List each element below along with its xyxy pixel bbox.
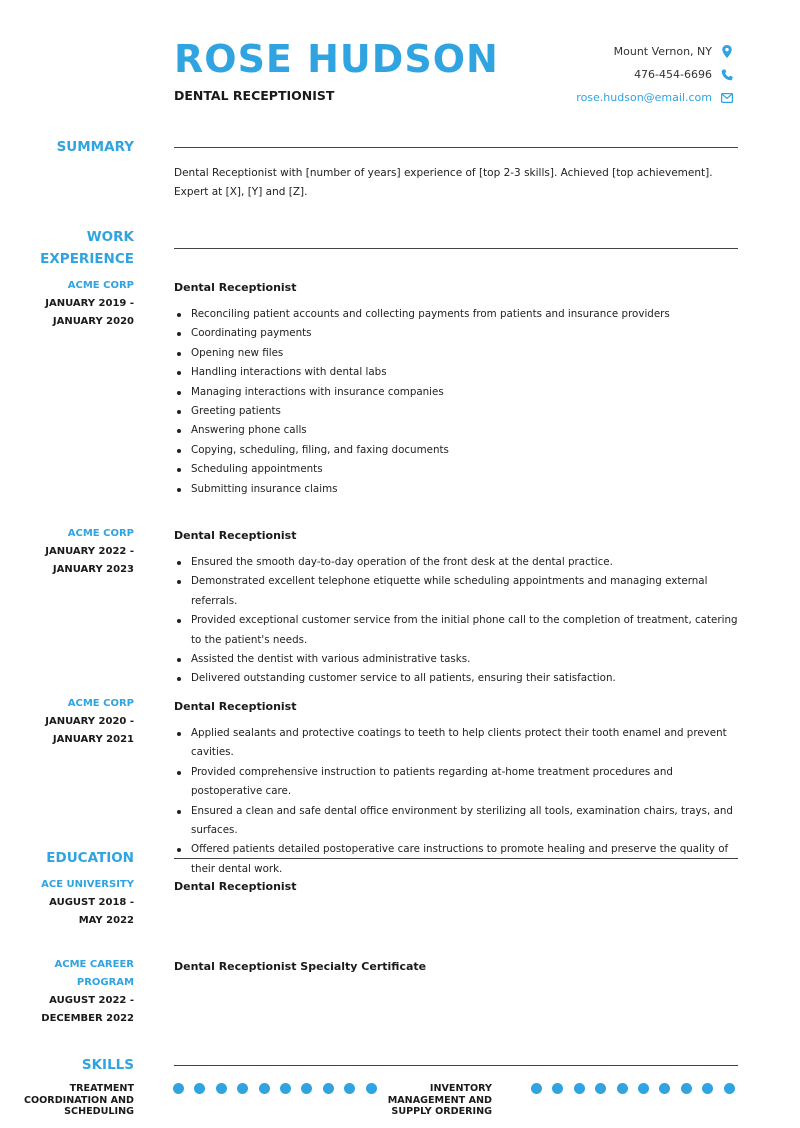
candidate-name: ROSE HUDSON	[174, 37, 499, 81]
work-heading-line1: WORK	[86, 229, 134, 245]
envelope-icon	[720, 93, 734, 103]
job-1-dates-end: JANUARY 2020	[52, 316, 134, 327]
location-text: Mount Vernon, NY	[613, 44, 712, 58]
skill-2-rating	[531, 1083, 735, 1094]
education-1	[174, 879, 744, 904]
education-2-degree: Dental Receptionist Specialty Certificate	[174, 960, 427, 973]
summary-divider	[174, 147, 738, 148]
education-2-dates-end: DECEMBER 2022	[41, 1013, 134, 1024]
job-1-meta	[14, 277, 134, 331]
education-2	[174, 959, 744, 984]
skill-1-label	[4, 1083, 134, 1118]
skill-rating-dot	[617, 1083, 628, 1094]
work-heading	[40, 226, 134, 270]
job-1-company: ACME CORP	[67, 280, 134, 291]
job-3-dates-start: JANUARY 2020 -	[45, 716, 134, 727]
skill-rating-dot	[173, 1083, 184, 1094]
skill-rating-dot	[659, 1083, 670, 1094]
job-2-meta	[14, 525, 134, 579]
job-3-dates-end: JANUARY 2021	[52, 734, 134, 745]
candidate-title: DENTAL RECEPTIONIST	[174, 88, 335, 103]
skill-rating-dot	[237, 1083, 248, 1094]
list-item: Greeting patients	[174, 402, 744, 421]
skill-rating-dot	[216, 1083, 227, 1094]
education-1-school: ACE UNIVERSITY	[41, 879, 134, 890]
job-3-company: ACME CORP	[67, 698, 134, 709]
education-1-degree: Dental Receptionist	[174, 880, 297, 893]
skill-rating-dot	[259, 1083, 270, 1094]
job-2-role: Dental Receptionist	[174, 529, 297, 542]
education-1-dates-end: MAY 2022	[78, 915, 134, 926]
skill-rating-dot	[638, 1083, 649, 1094]
job-2-company: ACME CORP	[67, 528, 134, 539]
map-pin-icon	[720, 45, 734, 58]
skill-rating-dot	[301, 1083, 312, 1094]
list-item: Opening new files	[174, 344, 744, 363]
education-2-meta	[14, 956, 134, 1028]
job-2-dates-end: JANUARY 2023	[52, 564, 134, 575]
skill-rating-dot	[702, 1083, 713, 1094]
skill-1-label-line2: COORDINATION AND	[23, 1094, 134, 1106]
summary-heading: SUMMARY	[56, 139, 134, 155]
list-item: Coordinating payments	[174, 324, 744, 343]
list-item: Scheduling appointments	[174, 460, 744, 479]
job-1-role: Dental Receptionist	[174, 281, 297, 294]
list-item: Submitting insurance claims	[174, 480, 744, 499]
skill-rating-dot	[280, 1083, 291, 1094]
list-item: Ensured a clean and safe dental office environment by sterilizing all tools, examination chairs, trays, and surfaces.	[174, 802, 744, 841]
education-1-dates-start: AUGUST 2018 -	[49, 897, 134, 908]
skill-2-label-line3: SUPPLY ORDERING	[391, 1106, 492, 1117]
job-2	[174, 528, 744, 689]
list-item: Reconciling patient accounts and collecting payments from patients and insurance providers	[174, 305, 744, 324]
skills-heading: SKILLS	[81, 1057, 134, 1073]
list-item: Delivered outstanding customer service to all patients, ensuring their satisfaction.	[174, 669, 744, 688]
skill-2-label	[362, 1083, 492, 1118]
summary-text: Dental Receptionist with [number of years] experience of [top 2-3 skills]. Achieved [top achievement]. Expert at [X], [Y] and [Z].	[174, 167, 713, 198]
work-heading-line2: EXPERIENCE	[40, 251, 134, 267]
job-1-dates-start: JANUARY 2019 -	[45, 298, 134, 309]
skill-rating-dot	[194, 1083, 205, 1094]
skill-rating-dot	[595, 1083, 606, 1094]
skill-2-label-line1: INVENTORY	[429, 1083, 492, 1094]
skills-divider	[174, 1065, 738, 1066]
job-2-dates-start: JANUARY 2022 -	[45, 546, 134, 557]
list-item: Answering phone calls	[174, 421, 744, 440]
skill-2-label-line2: MANAGEMENT AND	[387, 1094, 492, 1106]
list-item: Ensured the smooth day-to-day operation of the front desk at the dental practice.	[174, 553, 744, 572]
education-2-school-line1: ACME CAREER	[54, 959, 134, 970]
list-item: Provided exceptional customer service from the initial phone call to the completion of treatment, catering to the patient's needs.	[174, 611, 744, 650]
job-2-bullets	[174, 553, 744, 689]
contact-email[interactable]	[576, 86, 734, 109]
education-divider	[174, 858, 738, 859]
skill-1-rating	[173, 1083, 377, 1094]
education-2-dates-start: AUGUST 2022 -	[49, 995, 134, 1006]
job-1-bullets	[174, 305, 744, 499]
job-3-bullets	[174, 724, 744, 879]
education-2-school-line2: PROGRAM	[76, 977, 134, 988]
list-item: Demonstrated excellent telephone etiquette while scheduling appointments and managing external referrals.	[174, 572, 744, 611]
skill-rating-dot	[681, 1083, 692, 1094]
skill-1-label-line3: SCHEDULING	[64, 1106, 134, 1117]
list-item: Handling interactions with dental labs	[174, 363, 744, 382]
education-heading: EDUCATION	[46, 850, 134, 866]
skill-rating-dot	[724, 1083, 735, 1094]
list-item: Managing interactions with insurance companies	[174, 383, 744, 402]
skill-rating-dot	[574, 1083, 585, 1094]
skill-rating-dot	[323, 1083, 334, 1094]
list-item: Copying, scheduling, filing, and faxing documents	[174, 441, 744, 460]
job-3-meta	[14, 695, 134, 749]
contact-location	[576, 40, 734, 63]
contact-phone	[576, 63, 734, 86]
job-1	[174, 280, 744, 499]
skill-rating-dot	[552, 1083, 563, 1094]
list-item: Applied sealants and protective coatings to teeth to help clients protect their tooth enamel and prevent cavities.	[174, 724, 744, 763]
job-3-role: Dental Receptionist	[174, 700, 297, 713]
list-item: Offered patients detailed postoperative care instructions to promote healing and preserve the quality of their dental work.	[174, 840, 744, 879]
phone-icon	[720, 69, 734, 81]
skill-rating-dot	[344, 1083, 355, 1094]
skill-1-label-line1: TREATMENT	[69, 1083, 134, 1094]
phone-text: 476-454-6696	[634, 67, 712, 81]
list-item: Assisted the dentist with various administrative tasks.	[174, 650, 744, 669]
education-1-meta	[14, 876, 134, 930]
contact-block	[576, 40, 734, 109]
list-item: Provided comprehensive instruction to patients regarding at-home treatment procedures and postoperative care.	[174, 763, 744, 802]
work-divider	[174, 248, 738, 249]
job-3	[174, 699, 744, 879]
skill-rating-dot	[531, 1083, 542, 1094]
email-link[interactable]: rose.hudson@email.com	[576, 90, 712, 104]
